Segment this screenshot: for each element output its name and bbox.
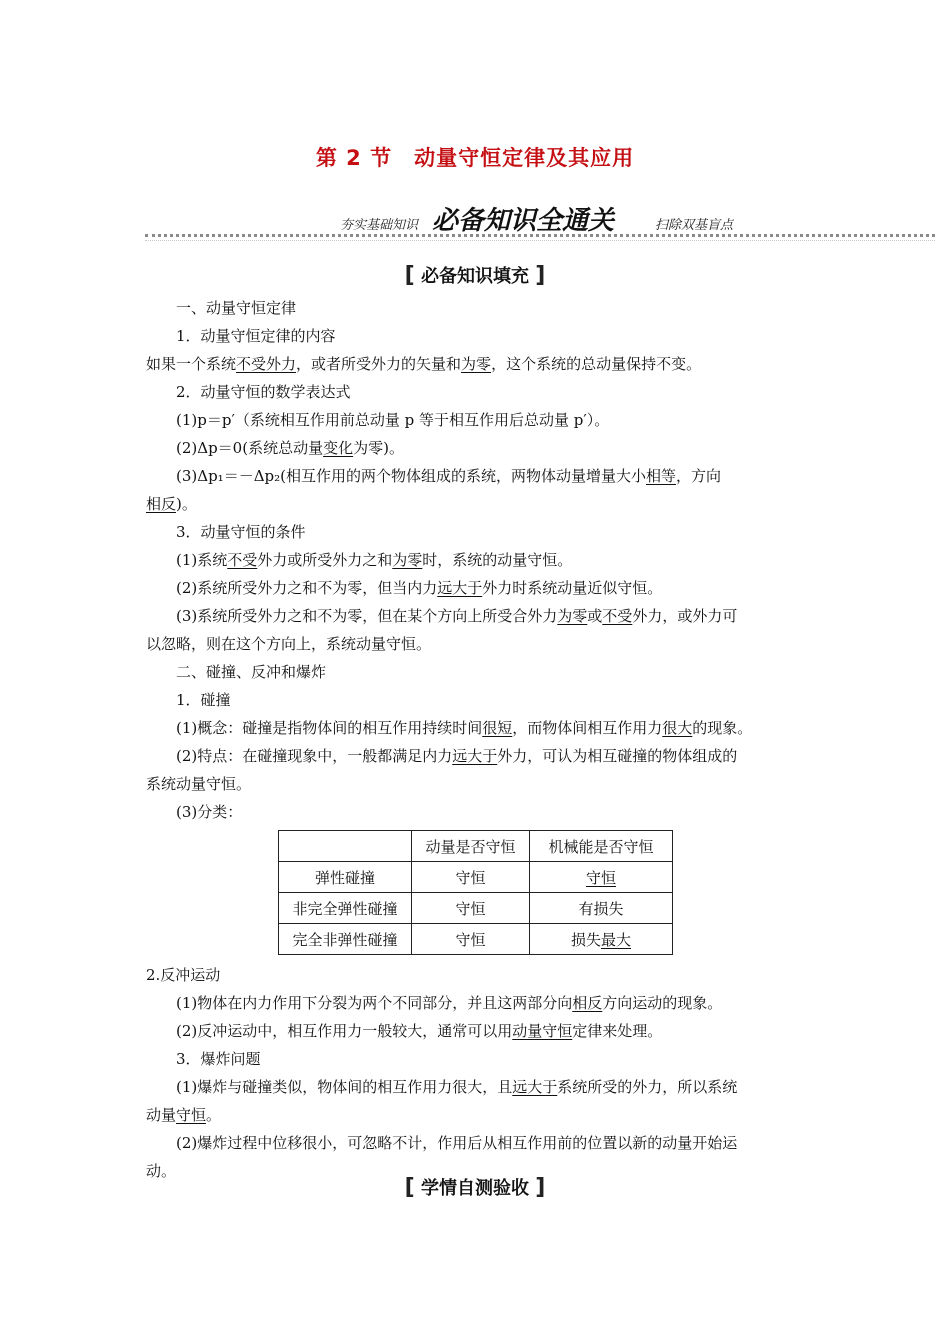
paragraph: (2)特点：在碰撞现象中，一般都满足内力远大于外力，可认为相互碰撞的物体组成的	[176, 747, 738, 765]
table-cell: 守恒	[412, 893, 530, 924]
answer-blank: 守恒	[585, 868, 616, 887]
table-row	[279, 924, 673, 955]
paragraph: (2)爆炸过程中位移很小，可忽略不计，作用后从相互作用前的位置以新的动量开始运	[176, 1134, 738, 1152]
paragraph: (2)系统所受外力之和不为零，但当内力远大于外力时系统动量近似守恒。	[176, 579, 663, 597]
answer-blank: 远大于	[437, 579, 483, 597]
answer-blank: 为零	[557, 607, 588, 625]
left-bracket-icon: [	[404, 263, 415, 288]
answer-blank: 动量守恒	[512, 1022, 573, 1040]
paragraph: (2)Δp＝0(系统总动量变化为零)。	[176, 439, 404, 457]
answer-blank: 不受外力	[236, 355, 297, 373]
subheading: 1．碰撞	[176, 691, 231, 709]
answer-blank: 相等	[646, 467, 677, 485]
table-header-cell: 机械能是否守恒	[530, 831, 673, 862]
section-heading-knowledge: [ 必备知识填充 ]	[404, 263, 546, 288]
paragraph: (3)Δp₁＝－Δp₂(相互作用的两个物体组成的系统，两物体动量增量大小相等，方向	[176, 467, 722, 485]
banner-left-text: 夯实基础知识	[340, 218, 419, 233]
table-cell: 完全非弹性碰撞	[279, 924, 412, 955]
answer-blank: 很短	[482, 719, 513, 737]
paragraph: (1)物体在内力作用下分裂为两个不同部分，并且这两部分向相反方向运动的现象。	[176, 994, 723, 1012]
paragraph: (1)爆炸与碰撞类似，物体间的相互作用力很大，且远大于系统所受的外力，所以系统	[176, 1078, 738, 1096]
paragraph-continued: 以忽略，则在这个方向上，系统动量守恒。	[146, 635, 432, 653]
banner-divider-secondary	[145, 240, 935, 241]
page-title: 第 2 节 动量守恒定律及其应用	[315, 146, 635, 170]
banner-divider	[145, 234, 935, 237]
table-header-row	[279, 831, 673, 862]
table-cell: 损失最大	[530, 924, 673, 955]
subheading: 1．动量守恒定律的内容	[176, 327, 336, 345]
paragraph-continued: 相反)。	[146, 495, 197, 513]
heading-2: 二、碰撞、反冲和爆炸	[176, 663, 327, 681]
table-cell: 有损失	[530, 893, 673, 924]
paragraph-continued: 动。	[146, 1162, 177, 1180]
answer-blank: 相反	[572, 994, 603, 1012]
subheading: 3．动量守恒的条件	[176, 523, 306, 541]
answer-blank: 不受	[227, 551, 258, 569]
paragraph: (2)反冲运动中，相互作用力一般较大，通常可以用动量守恒定律来处理。	[176, 1022, 663, 1040]
content-body	[146, 294, 810, 1185]
answer-blank: 远大于	[452, 747, 498, 765]
answer-blank: 远大于	[512, 1078, 558, 1096]
heading-1: 一、动量守恒定律	[176, 299, 297, 317]
paragraph: (1)概念：碰撞是指物体间的相互作用持续时间很短，而物体间相互作用力很大的现象。	[176, 719, 753, 737]
subheading: 2.反冲运动	[146, 966, 221, 984]
right-bracket-icon: ]	[535, 263, 546, 288]
answer-blank: 相反	[146, 495, 177, 513]
answer-blank: 守恒	[176, 1106, 207, 1124]
table-header-cell	[279, 831, 412, 862]
collision-classification-table	[278, 830, 673, 955]
answer-blank: 变化	[323, 439, 354, 457]
table-cell: 守恒	[412, 862, 530, 893]
table-header-cell: 动量是否守恒	[412, 831, 530, 862]
banner-right-text: 扫除双基盲点	[655, 218, 734, 233]
paragraph: (1)系统不受外力或所受外力之和为零时，系统的动量守恒。	[176, 551, 573, 569]
table-row	[279, 862, 673, 893]
section-heading-selftest: [ 学情自测验收 ]	[404, 1175, 546, 1200]
banner-main-text: 必备知识全通关	[432, 206, 615, 236]
answer-blank: 很大	[662, 719, 693, 737]
subheading: 2．动量守恒的数学表达式	[176, 383, 351, 401]
paragraph: 如果一个系统不受外力，或者所受外力的矢量和为零，这个系统的总动量保持不变。	[146, 355, 702, 373]
subheading: 3．爆炸问题	[176, 1050, 261, 1068]
right-bracket-icon: ]	[535, 1175, 546, 1200]
answer-blank: 最大	[601, 930, 632, 949]
table-row	[279, 893, 673, 924]
left-bracket-icon: [	[404, 1175, 415, 1200]
table-cell	[530, 862, 673, 893]
table-cell: 弹性碰撞	[279, 862, 412, 893]
answer-blank: 为零	[461, 355, 492, 373]
paragraph: (3)系统所受外力之和不为零，但在某个方向上所受合外力为零或不受外力，或外力可	[176, 607, 738, 625]
paragraph-continued: 动量守恒。	[146, 1106, 222, 1124]
paragraph: (1)p＝p′（系统相互作用前总动量 p 等于相互作用后总动量 p′）。	[176, 411, 610, 429]
answer-blank: 不受	[602, 607, 633, 625]
answer-blank: 为零	[392, 551, 423, 569]
table-cell: 非完全弹性碰撞	[279, 893, 412, 924]
paragraph-continued: 系统动量守恒。	[146, 775, 252, 793]
table-cell: 守恒	[412, 924, 530, 955]
paragraph: (3)分类：	[176, 803, 243, 821]
